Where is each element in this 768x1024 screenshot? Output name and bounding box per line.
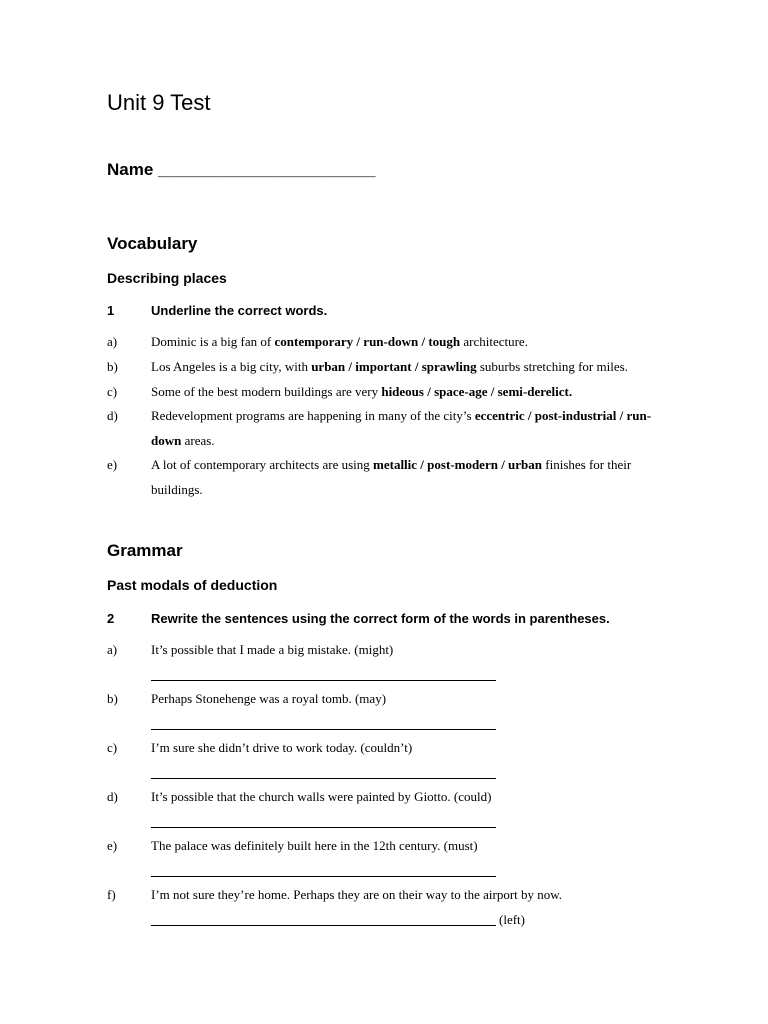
sentence-text: suburbs stretching for miles. <box>476 359 628 374</box>
answer-line[interactable] <box>151 827 496 828</box>
vocabulary-item <box>107 355 667 380</box>
answer-hint: (left) <box>499 912 525 927</box>
item-label: d) <box>107 789 118 804</box>
item-sentence: I’m not sure they’re home. Perhaps they are on their way to the airport by now. <box>151 887 563 902</box>
item-sentence <box>151 453 667 502</box>
instruction-text: Rewrite the sentences using the correct form of the words in parentheses. <box>151 611 610 626</box>
vocabulary-heading: Vocabulary <box>107 234 198 253</box>
vocabulary-item <box>107 380 667 405</box>
item-label: a) <box>107 334 118 349</box>
item-label: c) <box>107 740 118 755</box>
item-label: c) <box>107 384 118 399</box>
item-sentence: The palace was definitely built here in the 12th century. (must) <box>151 838 478 853</box>
item-sentence <box>151 404 667 453</box>
sentence-text: Dominic is a big fan of <box>151 334 275 349</box>
vocabulary-item <box>107 404 667 453</box>
answer-line[interactable] <box>151 729 496 730</box>
item-label: a) <box>107 642 118 657</box>
item-label: e) <box>107 457 118 472</box>
item-label: d) <box>107 408 118 423</box>
instruction-text: Underline the correct words. <box>151 303 328 318</box>
sentence-text: Some of the best modern buildings are very <box>151 384 382 399</box>
word-choices[interactable]: hideous / space-age / semi-derelict. <box>381 384 573 399</box>
vocabulary-subheading: Describing places <box>107 270 227 286</box>
answer-line[interactable] <box>151 680 496 681</box>
item-label: f) <box>107 887 116 902</box>
grammar-subheading: Past modals of deduction <box>107 577 278 593</box>
sentence-text: Redevelopment programs are happening in many of the city’s <box>151 408 475 423</box>
sentence-text: finishes for their buildings. <box>151 457 632 497</box>
grammar-heading: Grammar <box>107 541 183 560</box>
name-label: Name <box>107 160 154 179</box>
answer-line[interactable] <box>151 876 496 877</box>
page-title: Unit 9 Test <box>107 90 211 115</box>
word-choices[interactable]: contemporary / run-down / tough <box>274 334 461 349</box>
word-choices[interactable]: urban / important / sprawling <box>311 359 477 374</box>
answer-line[interactable] <box>151 925 496 926</box>
word-choices[interactable]: eccentric / post-industrial / run-down <box>151 408 652 448</box>
item-sentence <box>151 330 667 355</box>
answer-line[interactable] <box>151 778 496 779</box>
vocabulary-item <box>107 330 667 355</box>
item-sentence: I’m sure she didn’t drive to work today. (couldn’t) <box>151 740 413 755</box>
sentence-text: Los Angeles is a big city, with <box>151 359 312 374</box>
item-sentence <box>151 355 667 380</box>
item-sentence: It’s possible that the church walls were painted by Giotto. (could) <box>151 789 492 804</box>
item-label: b) <box>107 691 118 706</box>
vocabulary-item <box>107 453 667 502</box>
sentence-text: architecture. <box>460 334 528 349</box>
sentence-text: areas. <box>181 432 215 448</box>
name-blank-line[interactable]: _______________________ <box>158 160 376 179</box>
sentence-text: A lot of contemporary architects are using <box>151 457 374 472</box>
item-sentence: Perhaps Stonehenge was a royal tomb. (may) <box>151 691 387 706</box>
name-field-row <box>107 160 376 180</box>
item-sentence: It’s possible that I made a big mistake. (might) <box>151 642 394 657</box>
item-sentence <box>151 380 667 405</box>
instruction-number: 1 <box>107 303 115 318</box>
item-label: e) <box>107 838 118 853</box>
item-label: b) <box>107 359 118 374</box>
instruction-number: 2 <box>107 611 115 626</box>
word-choices[interactable]: metallic / post-modern / urban <box>373 457 543 472</box>
